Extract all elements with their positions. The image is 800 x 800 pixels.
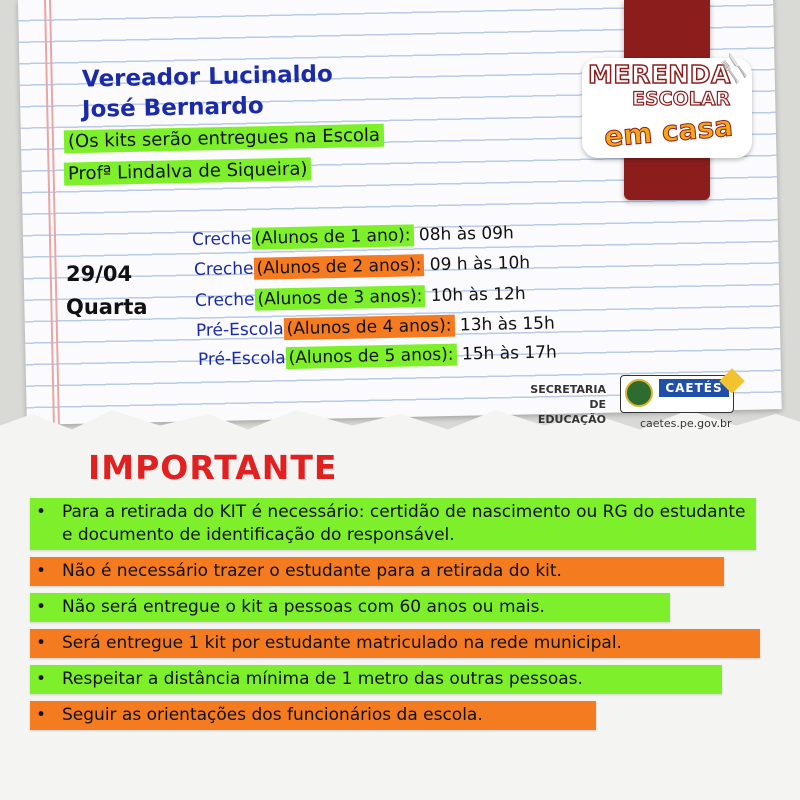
delivery-note-line2: Profª Lindalva de Siqueira) [64, 157, 312, 185]
bullet-icon: • [36, 669, 47, 689]
importante-item [30, 629, 760, 658]
importante-item [30, 665, 722, 694]
schedule-time: 10h às 12h [430, 284, 526, 307]
vereador-name-line2: José Bernardo [81, 93, 264, 123]
secretaria-label [510, 382, 606, 427]
schedule-level: Creche [191, 228, 252, 250]
schedule-time: 15h às 17h [461, 342, 557, 365]
vereador-name-line1: Vereador Lucinaldo [81, 61, 334, 93]
importante-item-text: Não é necessário trazer o estudante para a retirada do kit. [62, 561, 562, 581]
importante-title: IMPORTANTE [88, 448, 338, 487]
schedule-group: (Alunos de 5 anos): [285, 344, 456, 370]
city-website: caetes.pe.gov.br [640, 417, 732, 430]
secretaria-line2: EDUCAÇÃO [537, 413, 606, 426]
bullet-icon: • [36, 705, 47, 725]
city-crest-icon [625, 379, 653, 407]
importante-item [30, 593, 670, 622]
importante-item [30, 557, 724, 586]
bullet-icon: • [36, 633, 47, 653]
importante-item-text: Respeitar a distância mínima de 1 metro das outras pessoas. [62, 669, 583, 689]
importante-list [30, 498, 770, 737]
schedule-time: 13h às 15h [459, 313, 555, 336]
schedule-time: 09 h às 10h [429, 252, 531, 276]
schedule-level: Pré-Escola [195, 319, 284, 341]
secretaria-line1: SECRETARIA DE [530, 383, 606, 411]
importante-item-text: Não será entregue o kit a pessoas com 60 anos ou mais. [62, 597, 545, 617]
bullet-icon: • [36, 502, 47, 522]
importante-item-text: Será entregue 1 kit por estudante matriculado na rede municipal. [62, 633, 622, 653]
schedule-time: 08h às 09h [418, 223, 515, 246]
merenda-escolar-logo [582, 0, 757, 215]
schedule-group: (Alunos de 3 anos): [254, 285, 425, 311]
schedule-level: Creche [193, 258, 254, 280]
delivery-note-line1: (Os kits serão entregues na Escola [64, 124, 384, 154]
importante-item [30, 498, 756, 550]
importante-item [30, 701, 596, 730]
delivery-date: 29/04 [66, 262, 133, 286]
fork-icon: 🍴 [712, 47, 757, 91]
bullet-icon: • [36, 561, 47, 581]
schedule-group: (Alunos de 2 anos): [253, 254, 424, 280]
importante-item-text: Seguir as orientações dos funcionários da escola. [62, 705, 483, 725]
schedule-level: Creche [194, 289, 255, 311]
schedule-level: Pré-Escola [197, 348, 286, 370]
bullet-icon: • [36, 597, 47, 617]
delivery-weekday: Quarta [66, 295, 148, 319]
logo-text-escolar: ESCOLAR [632, 88, 731, 110]
caetes-badge [620, 375, 734, 413]
city-name: CAETÉS [659, 379, 729, 397]
logo-text-em-casa: em casa [602, 109, 735, 154]
logo-text-merenda: MERENDA [588, 60, 731, 89]
importante-item-text: Para a retirada do KIT é necessário: certidão de nascimento ou RG do estudante e documento de identificação do responsável. [62, 502, 746, 545]
schedule-group: (Alunos de 1 ano): [251, 224, 413, 249]
schedule-group: (Alunos de 4 anos): [283, 315, 454, 341]
